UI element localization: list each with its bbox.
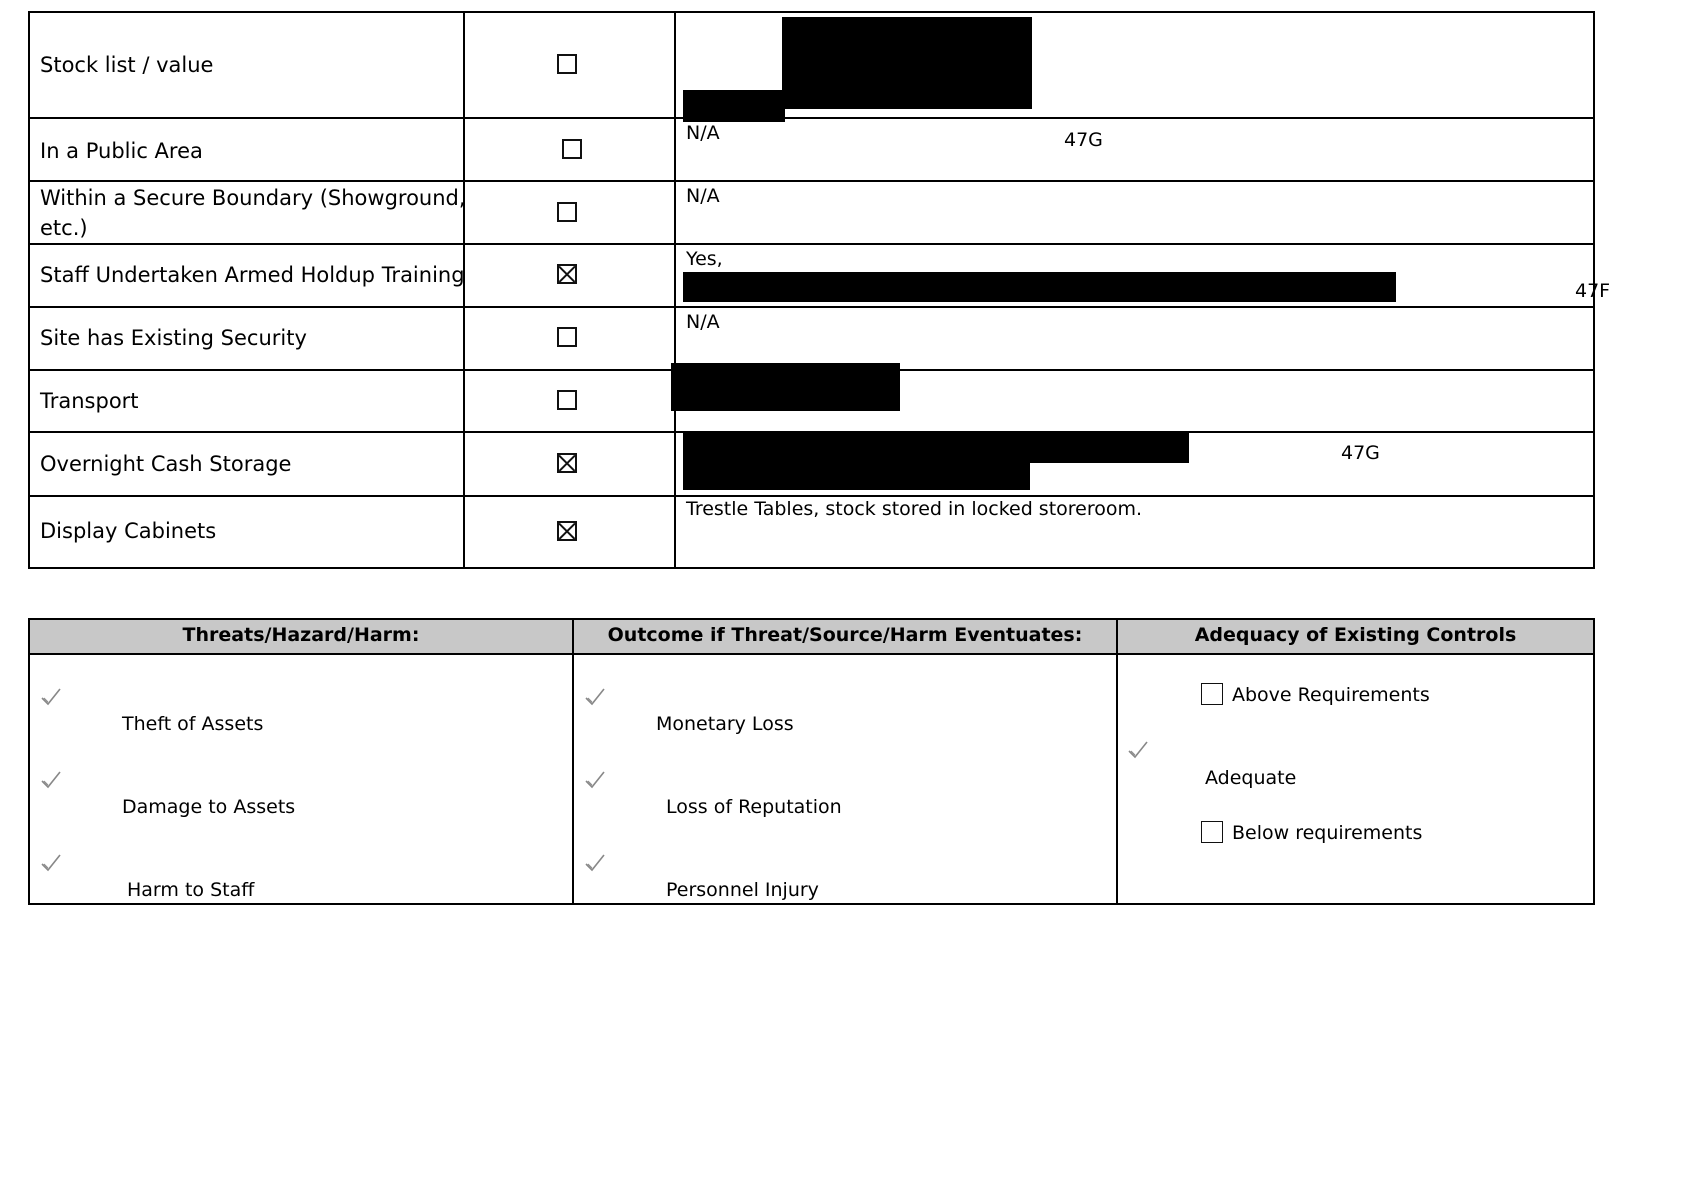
check-mark-icon <box>40 687 62 707</box>
note-display-cabinets: Trestle Tables, stock stored in locked storeroom. <box>686 498 1143 520</box>
note-existing-security: N/A <box>686 311 720 333</box>
adequacy-adequate-label: Adequate <box>1205 767 1297 789</box>
redaction-block <box>683 433 1189 463</box>
checkbox-cash-storage[interactable] <box>557 453 577 473</box>
check-mark-icon <box>584 770 606 790</box>
row-label-stock-list: Stock list / value <box>40 53 214 77</box>
row-label-cash-storage: Overnight Cash Storage <box>40 452 292 476</box>
threat-item: Damage to Assets <box>122 796 296 818</box>
redaction-block <box>782 17 1032 109</box>
outcome-item: Loss of Reputation <box>666 796 842 818</box>
note-holdup-training: Yes, <box>686 248 723 270</box>
header-outcome: Outcome if Threat/Source/Harm Eventuates: <box>607 624 1083 646</box>
checkbox-stock-list[interactable] <box>557 54 577 74</box>
note-public-area: N/A <box>686 122 720 144</box>
checkbox-holdup-training[interactable] <box>557 264 577 284</box>
row-label-existing-security: Site has Existing Security <box>40 326 307 350</box>
row-label-secure-boundary-cont: etc.) <box>40 216 88 240</box>
redaction-block <box>671 363 900 411</box>
header-threats: Threats/Hazard/Harm: <box>182 624 420 646</box>
checkbox-below-requirements[interactable] <box>1201 821 1223 843</box>
outcome-item: Monetary Loss <box>656 713 794 735</box>
checkbox-secure-boundary[interactable] <box>557 202 577 222</box>
adequacy-below-label: Below requirements <box>1232 822 1423 844</box>
code-public-area: 47G <box>1064 129 1103 151</box>
row-label-display-cabinets: Display Cabinets <box>40 519 217 543</box>
check-mark-icon <box>1127 740 1149 760</box>
checkbox-public-area[interactable] <box>562 139 582 159</box>
checkbox-above-requirements[interactable] <box>1201 683 1223 705</box>
redaction-block <box>683 272 1396 302</box>
row-label-holdup-training: Staff Undertaken Armed Holdup Training <box>40 263 465 287</box>
header-adequacy: Adequacy of Existing Controls <box>1194 624 1517 646</box>
adequacy-above-label: Above Requirements <box>1232 684 1430 706</box>
checkbox-existing-security[interactable] <box>557 327 577 347</box>
checkbox-display-cabinets[interactable] <box>557 521 577 541</box>
row-label-secure-boundary: Within a Secure Boundary (Showground, <box>40 186 466 210</box>
threat-item: Theft of Assets <box>122 713 264 735</box>
check-mark-icon <box>40 853 62 873</box>
check-mark-icon <box>584 687 606 707</box>
redaction-block <box>683 90 785 122</box>
code-holdup-training: 47F <box>1575 280 1611 302</box>
note-secure-boundary: N/A <box>686 185 720 207</box>
row-label-public-area: In a Public Area <box>40 139 203 163</box>
code-cash-storage: 47G <box>1341 442 1380 464</box>
row-label-transport: Transport <box>40 389 139 413</box>
redaction-block <box>683 462 1030 490</box>
checkbox-transport[interactable] <box>557 390 577 410</box>
outcome-item: Personnel Injury <box>666 879 819 901</box>
check-mark-icon <box>584 853 606 873</box>
check-mark-icon <box>40 770 62 790</box>
threat-item: Harm to Staff <box>127 879 255 901</box>
